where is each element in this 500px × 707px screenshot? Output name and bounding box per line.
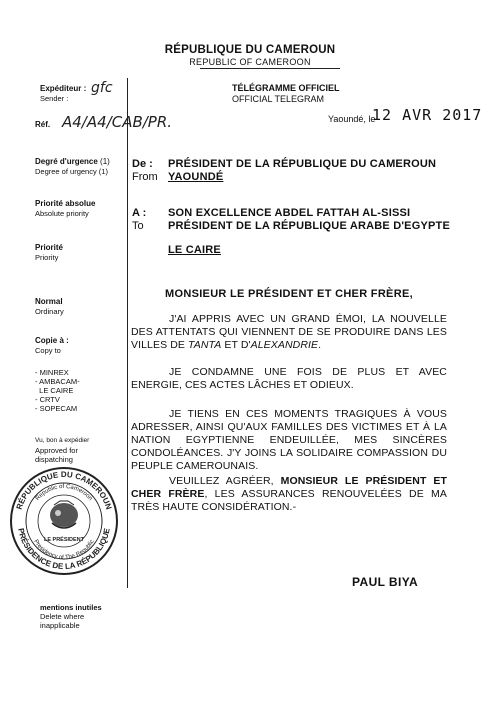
copy-item: - AMBACAM- <box>35 377 80 386</box>
seal-outer-top: RÉPUBLIQUE DU CAMEROUN <box>14 469 114 511</box>
date-label: Yaoundé, le <box>328 114 376 124</box>
paragraph-4: VEUILLEZ AGRÉER, MONSIEUR LE PRÉSIDENT ET CHER FRÈRE, LES ASSURANCES RENOUVELÉES DE MA TRÈS HAUTE CONSIDÉRATION.- <box>131 475 447 513</box>
country-title-en: REPUBLIC OF CAMEROON <box>189 57 311 67</box>
to-line-3: LE CAIRE <box>168 244 221 256</box>
from-line-2: YAOUNDÉ <box>168 171 224 183</box>
urgency-label-en: Degree of urgency (1) <box>35 167 108 176</box>
country-title: RÉPUBLIQUE DU CAMEROUN <box>164 44 336 56</box>
copy-label: Copie à : <box>35 336 69 345</box>
absolute-priority-label: Priorité absolue <box>35 199 96 208</box>
copy-to-list <box>35 368 80 413</box>
strike-label-en-2: inapplicable <box>40 621 80 630</box>
date-handwritten: 12 AVR 2017 <box>372 106 483 124</box>
from-label: De : <box>132 158 153 170</box>
approved-label-en-1: Approved for <box>35 446 78 455</box>
strike-label-en-1: Delete where <box>40 612 85 621</box>
copy-item: - SOPECAM <box>35 404 78 413</box>
presidential-seal <box>8 465 120 577</box>
paragraph-1: J'AI APPRIS AVEC UN GRAND ÉMOI, LA NOUVELLE DES ATTENTATS QUI VIENNENT DE SE PRODUIRE DANS LES VILLES DE TANTA ET D'ALEXANDRIE. <box>131 313 447 351</box>
seal-center: LE PRÉSIDENT <box>43 537 85 543</box>
seal-inner-bottom: Presidency of The Republic <box>32 538 96 562</box>
to-label: A : <box>132 207 147 219</box>
copy-item: - CRTV <box>35 395 60 404</box>
copy-item: LE CAIRE <box>35 386 74 395</box>
signature-name: PAUL BIYA <box>352 575 419 589</box>
document-type-en: OFFICIAL TELEGRAM <box>232 94 325 104</box>
margin-divider <box>127 78 128 588</box>
copy-label-en: Copy to <box>35 346 61 355</box>
seal-inner-top: Republic of Cameroon <box>34 483 94 502</box>
sender-label-en: Sender : <box>40 94 69 103</box>
seal-outer-bottom: PRÉSIDENCE DE LA RÉPUBLIQUE <box>16 527 112 572</box>
copy-item: - MINREX <box>35 368 69 377</box>
ref-handwritten: A4/A4/CAB/PR. <box>62 113 173 131</box>
document-type: TÉLÉGRAMME OFFICIEL <box>232 83 340 93</box>
svg-text:Republic of Cameroon <box>35 484 93 502</box>
header-rule <box>200 68 340 69</box>
sender-label: Expéditeur : <box>40 84 87 93</box>
to-label-en: To <box>132 220 144 232</box>
normal-label-en: Ordinary <box>35 307 64 316</box>
salutation: MONSIEUR LE PRÉSIDENT ET CHER FRÈRE, <box>165 288 413 300</box>
strike-note <box>40 603 102 630</box>
paragraph-3: JE TIENS EN CES MOMENTS TRAGIQUES À VOUS ADRESSER, AINSI QU'AUX FAMILLES DES VICTIMES ET À LA NATION EGYPTIENNE ENDEUILLÉE, MES SINCÈRES CONDOLÉANCES. J'Y JOINS LA SOLIDAIRE COMPASSION DU PEUPLE CAMEROUNAIS. <box>131 408 447 472</box>
seal-emblem <box>50 501 78 528</box>
urgency-label: Degré d'urgence (1) <box>35 157 110 166</box>
sender-handwritten: gfc <box>91 80 113 96</box>
normal-label: Normal <box>35 297 63 306</box>
paragraph-2: JE CONDAMNE UNE FOIS DE PLUS ET AVEC ENERGIE, CES ACTES LÂCHES ET ODIEUX. <box>131 366 447 391</box>
strike-label: mentions inutiles <box>40 603 102 612</box>
to-line-2: PRÉSIDENT DE LA RÉPUBLIQUE ARABE D'EGYPTE <box>168 220 450 232</box>
svg-text:PRÉSIDENCE DE LA RÉPUBLIQUE <box>16 527 111 571</box>
to-line-1: SON EXCELLENCE ABDEL FATTAH AL-SISSI <box>168 207 411 219</box>
priority-label: Priorité <box>35 243 64 252</box>
approved-label: Vu, bon à expédier <box>35 437 90 444</box>
priority-label-en: Priority <box>35 253 59 262</box>
absolute-priority-label-en: Absolute priority <box>35 209 89 218</box>
approved-label-en-2: dispatching <box>35 455 73 464</box>
from-line-1: PRÉSIDENT DE LA RÉPUBLIQUE DU CAMEROUN <box>168 158 437 170</box>
ref-label: Réf. <box>35 120 51 129</box>
from-label-en: From <box>132 171 158 183</box>
